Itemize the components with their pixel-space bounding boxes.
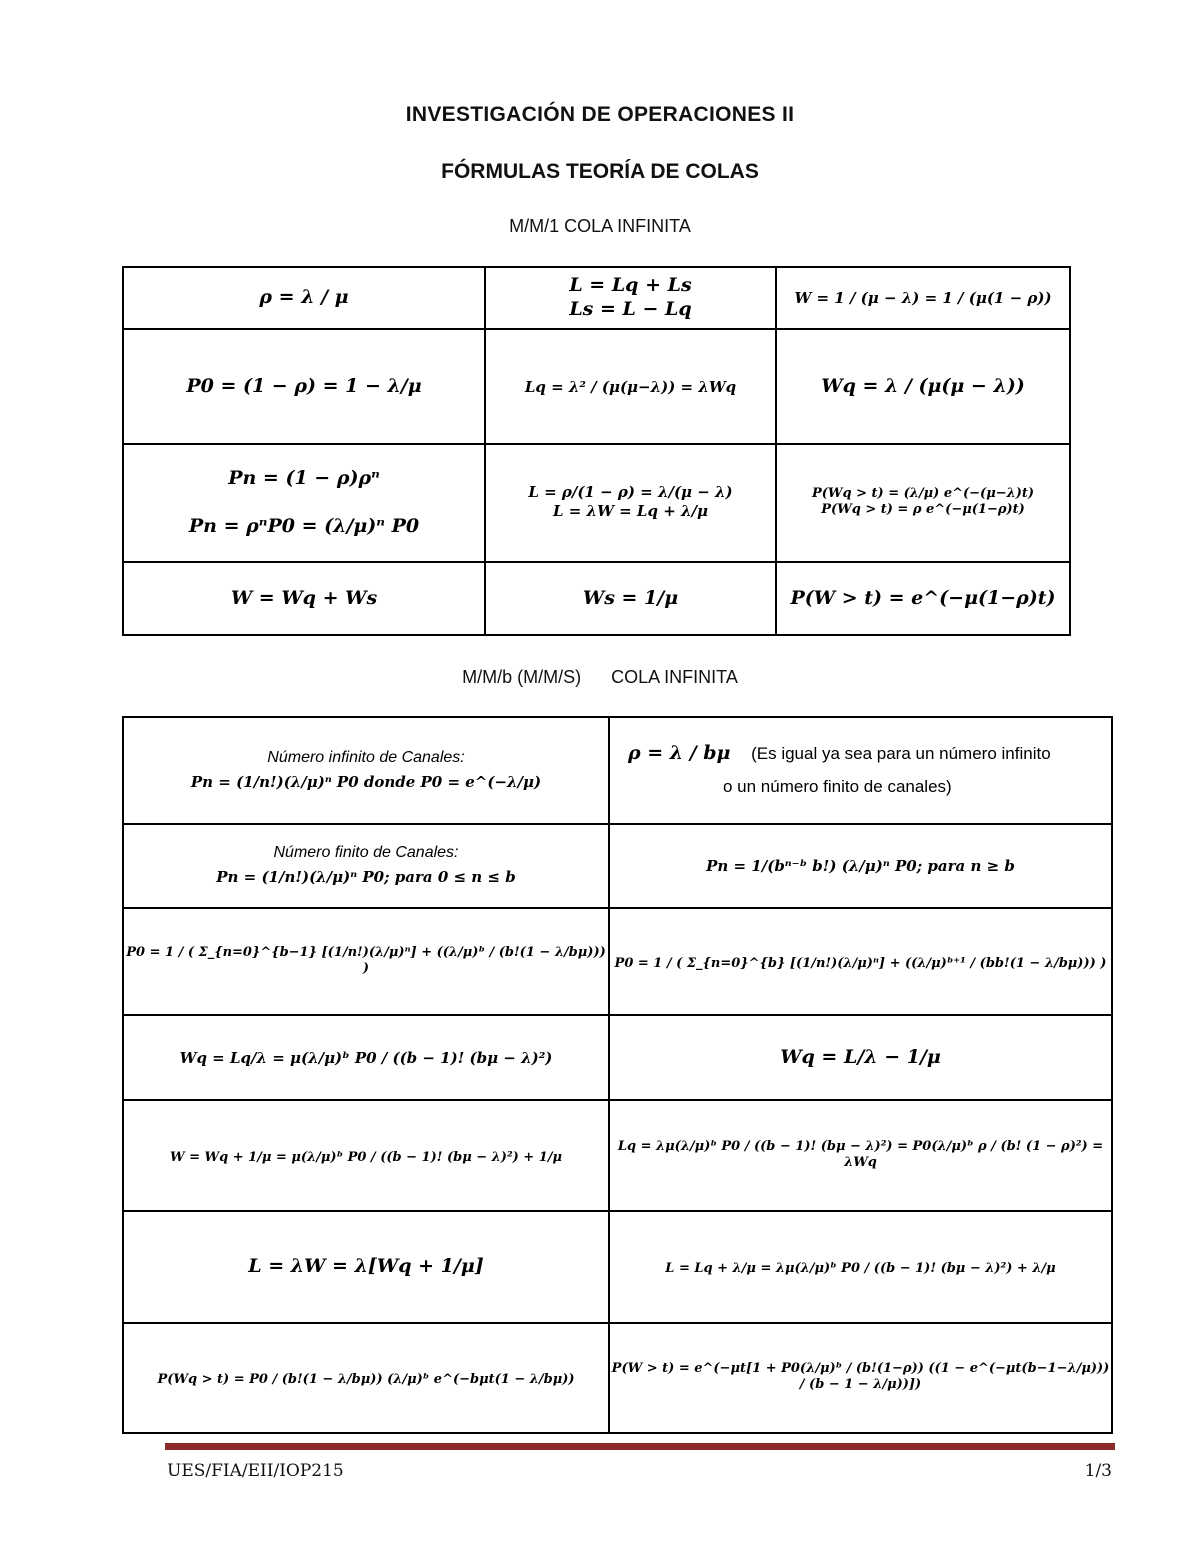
formula-cell <box>123 908 609 1015</box>
formula-cell <box>123 444 485 562</box>
formula-cell <box>609 1015 1112 1100</box>
formula: Lq = λμ(λ/μ)ᵇ P0 / ((b − 1)! (bμ − λ)²) = P0(λ/μ)ᵇ ρ / (b! (1 − ρ)²) = λWq <box>617 1138 1104 1170</box>
mm1-formula-table <box>122 266 1071 636</box>
footer-page-number: 1/3 <box>1084 1461 1112 1481</box>
formula: Wq = L/λ − 1/μ <box>780 1045 941 1068</box>
formula: P0 = 1 / ( Σ_{n=0}^{b−1} [(1/n!)(λ/μ)ⁿ] + ((λ/μ)ᵇ / (b!(1 − λ/bμ))) ) <box>126 944 606 976</box>
footer-course-code: UES/FIA/EII/IOP215 <box>167 1461 344 1481</box>
formula: ρ = λ / μ <box>259 286 349 309</box>
formula: Lq = λ² / (μ(μ−λ)) = λWq <box>524 377 737 396</box>
formula: W = Wq + Ws <box>230 586 378 609</box>
document-title: INVESTIGACIÓN DE OPERACIONES II <box>405 103 795 126</box>
formula-cell <box>609 1100 1112 1211</box>
formula-cell <box>485 267 776 329</box>
rho-formula: ρ = λ / bμ <box>628 742 731 765</box>
section-heading-mmb: M/M/b (M/M/S) COLA INFINITA <box>462 667 738 687</box>
formula-cell <box>123 717 609 824</box>
formula: P0 = 1 / ( Σ_{n=0}^{b} [(1/n!)(λ/μ)ⁿ] + ((λ/μ)ᵇ⁺¹ / (bb!(1 − λ/bμ))) ) <box>614 955 1107 971</box>
formula: P(Wq > t) = P0 / (b!(1 − λ/bμ)) (λ/μ)ᵇ e^(−bμt(1 − λ/bμ)) <box>157 1372 575 1388</box>
formula-cell <box>123 1015 609 1100</box>
formula: L = Lq + Ls Ls = L − Lq <box>569 274 692 320</box>
formula: W = 1 / (μ − λ) = 1 / (μ(1 − ρ)) <box>794 289 1052 308</box>
formula-cell <box>123 1323 609 1433</box>
formula: Pn = (1/n!)(λ/μ)ⁿ P0; para 0 ≤ n ≤ b <box>216 868 516 887</box>
table-row <box>123 1211 1112 1323</box>
rho-note-line2: o un número finito de canales) <box>723 776 952 796</box>
document-subtitle: FÓRMULAS TEORÍA DE COLAS <box>441 160 759 183</box>
formula-cell <box>123 1211 609 1323</box>
formula-cell <box>609 717 1112 824</box>
formula: Pn = (1 − ρ)ρⁿ Pn = ρⁿP0 = (λ/μ)ⁿ P0 <box>188 467 420 537</box>
formula-cell <box>123 562 485 635</box>
formula-cell <box>123 267 485 329</box>
caption-infinite-channels: Número infinito de Canales: <box>267 748 465 766</box>
table-row <box>123 1015 1112 1100</box>
table-row <box>123 717 1112 824</box>
formula-cell <box>776 562 1070 635</box>
table-row <box>123 1323 1112 1433</box>
formula: Ws = 1/μ <box>582 586 679 609</box>
formula-cell <box>123 824 609 908</box>
footer-rule <box>165 1443 1115 1450</box>
formula: L = ρ/(1 − ρ) = λ/(μ − λ) L = λW = Lq + λ/μ <box>528 483 733 520</box>
formula-cell <box>609 824 1112 908</box>
formula-cell <box>123 329 485 444</box>
formula-cell <box>776 329 1070 444</box>
formula: P(W > t) = e^(−μ(1−ρ)t) <box>790 586 1056 609</box>
caption-finite-channels: Número finito de Canales: <box>273 844 459 862</box>
formula: L = Lq + λ/μ = λμ(λ/μ)ᵇ P0 / ((b − 1)! (bμ − λ)²) + λ/μ <box>665 1261 1056 1277</box>
mmb-formula-table <box>122 716 1113 1434</box>
rho-note-line1: (Es igual ya sea para un número infinito <box>751 744 1051 764</box>
formula-cell <box>123 1100 609 1211</box>
formula: W = Wq + 1/μ = μ(λ/μ)ᵇ P0 / ((b − 1)! (bμ − λ)²) + 1/μ <box>169 1149 563 1165</box>
table-row <box>123 1100 1112 1211</box>
formula-cell <box>485 329 776 444</box>
table-row <box>123 329 1070 444</box>
formula-cell <box>609 1211 1112 1323</box>
formula: P0 = (1 − ρ) = 1 − λ/μ <box>186 374 422 397</box>
formula-cell <box>776 444 1070 562</box>
formula: Wq = Lq/λ = μ(λ/μ)ᵇ P0 / ((b − 1)! (bμ − λ)²) <box>179 1048 553 1067</box>
formula-cell <box>609 908 1112 1015</box>
formula-cell <box>609 1323 1112 1433</box>
table-row <box>123 267 1070 329</box>
formula-cell <box>485 562 776 635</box>
formula-cell <box>776 267 1070 329</box>
formula: Wq = λ / (μ(μ − λ)) <box>821 374 1025 397</box>
formula: Pn = (1/n!)(λ/μ)ⁿ P0 donde P0 = e^(−λ/μ) <box>190 772 542 791</box>
table-row <box>123 908 1112 1015</box>
formula: P(Wq > t) = (λ/μ) e^(−(μ−λ)t) P(Wq > t) = ρ e^(−μ(1−ρ)t) <box>811 486 1035 518</box>
formula: Pn = 1/(bⁿ⁻ᵇ b!) (λ/μ)ⁿ P0; para n ≥ b <box>706 857 1015 876</box>
table-row <box>123 444 1070 562</box>
formula: P(W > t) = e^(−μt[1 + P0(λ/μ)ᵇ / (b!(1−ρ)) ((1 − e^(−μt(b−1−λ/μ))) / (b − 1 − λ/μ))]) <box>611 1361 1110 1393</box>
table-row <box>123 562 1070 635</box>
section-heading-mm1: M/M/1 COLA INFINITA <box>509 216 691 236</box>
table-row <box>123 824 1112 908</box>
formula: L = λW = λ[Wq + 1/μ] <box>248 1255 484 1278</box>
formula-cell <box>485 444 776 562</box>
